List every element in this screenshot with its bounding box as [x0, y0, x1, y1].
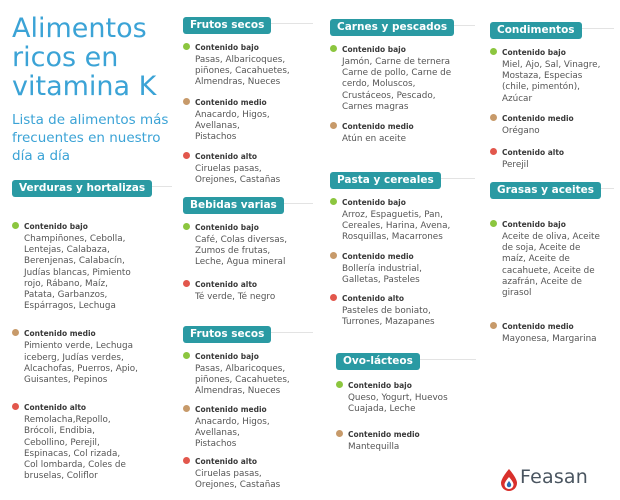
- foods-medio: Atún en aceite: [342, 134, 406, 145]
- level-medio: Contenido medio: [183, 404, 313, 415]
- level-bajo: Contenido bajo: [330, 44, 475, 55]
- brown-dot-icon: [490, 114, 497, 121]
- level-medio: Contenido medio: [336, 429, 476, 440]
- level-bajo: Contenido bajo: [183, 351, 313, 362]
- foods-medio: Anacardo, Higos, Avellanas, Pistachos: [195, 416, 270, 450]
- section-tag: Bebidas varias: [183, 197, 284, 214]
- level-alto: Contenido alto: [183, 151, 313, 162]
- level-bajo: Contenido bajo: [183, 42, 313, 53]
- drop-logo-icon: [500, 469, 518, 491]
- level-bajo: Contenido bajo: [490, 219, 614, 230]
- green-dot-icon: [183, 223, 190, 230]
- brown-dot-icon: [12, 329, 19, 336]
- logo-name: Feasan: [520, 466, 589, 488]
- level-medio: Contenido medio: [490, 321, 614, 332]
- level-bajo: Contenido bajo: [490, 47, 614, 58]
- foods-bajo: Pasas, Albaricoques, piñones, Cacahuetes, Almendras, Nueces: [195, 55, 290, 88]
- section-pasta: [330, 170, 475, 328]
- foods-bajo: Queso, Yogurt, Huevos Cuajada, Leche: [348, 393, 448, 415]
- level-medio: Contenido medio: [330, 251, 475, 262]
- section-tag: Pasta y cereales: [330, 172, 441, 189]
- foods-medio: Mayonesa, Margarina: [502, 334, 597, 345]
- level-bajo: Contenido bajo: [336, 380, 476, 391]
- section-verduras: [12, 178, 172, 482]
- foods-bajo: Pasas, Albaricoques, piñones, Cacahuetes, Almendras, Nueces: [195, 364, 290, 397]
- level-alto: Contenido alto: [183, 456, 313, 467]
- foods-medio: Mantequilla: [348, 442, 400, 453]
- foods-bajo: Miel, Ajo, Sal, Vinagre, Mostaza, Especias (chile, pimentón), Azúcar: [502, 60, 601, 104]
- foods-alto: Ciruelas pasas, Orejones, Castañas: [195, 469, 281, 491]
- green-dot-icon: [330, 198, 337, 205]
- level-alto: Contenido alto: [490, 147, 614, 158]
- page-subtitle: Lista de alimentos más frecuentes en nuestro día a día: [12, 112, 169, 164]
- section-tag: Frutos secos: [183, 326, 271, 343]
- foods-alto: Pasteles de boniato, Turrones, Mazapanes: [342, 306, 435, 328]
- green-dot-icon: [330, 45, 337, 52]
- section-frutos-secos-2: [183, 324, 313, 492]
- brown-dot-icon: [330, 122, 337, 129]
- brown-dot-icon: [490, 322, 497, 329]
- section-tag: Grasas y aceites: [490, 182, 601, 199]
- level-medio: Contenido medio: [183, 97, 313, 108]
- foods-bajo: Arroz, Espaguetis, Pan, Cereales, Harina, Avena, Rosquillas, Macarrones: [342, 210, 451, 243]
- red-dot-icon: [330, 294, 337, 301]
- foods-bajo: Jamón, Carne de ternera Carne de pollo, Carne de cerdo, Moluscos, Crustáceos, Pescado, Carnes magras: [342, 57, 452, 112]
- red-dot-icon: [12, 403, 19, 410]
- section-frutos-secos: [183, 15, 313, 187]
- red-dot-icon: [183, 152, 190, 159]
- foods-bajo: Café, Colas diversas, Zumos de frutas, Leche, Agua mineral: [195, 235, 287, 268]
- section-tag: Carnes y pescados: [330, 19, 454, 36]
- green-dot-icon: [183, 43, 190, 50]
- foods-bajo: Aceite de oliva, Aceite de soja, Aceite de maíz, Aceite de cacahuete, Aceite de azafrán, Aceite de girasol: [502, 232, 600, 299]
- level-bajo: Contenido bajo: [330, 197, 475, 208]
- foods-medio: Bollería industrial, Galletas, Pasteles: [342, 263, 422, 285]
- red-dot-icon: [183, 457, 190, 464]
- green-dot-icon: [490, 48, 497, 55]
- level-alto: Contenido alto: [183, 279, 313, 290]
- section-bebidas: [183, 195, 313, 303]
- section-tag: Ovo-lácteos: [336, 353, 420, 370]
- red-dot-icon: [490, 148, 497, 155]
- red-dot-icon: [183, 280, 190, 287]
- green-dot-icon: [490, 220, 497, 227]
- section-condimentos: [490, 20, 614, 171]
- page-title: Alimentos ricos en vitamina K: [12, 13, 157, 102]
- level-alto: Contenido alto: [330, 293, 475, 304]
- level-medio: Contenido medio: [330, 121, 475, 132]
- section-grasas: [490, 180, 614, 345]
- foods-alto: Ciruelas pasas, Orejones, Castañas: [195, 164, 281, 186]
- brown-dot-icon: [183, 98, 190, 105]
- section-tag: Condimentos: [490, 22, 582, 39]
- foods-alto: Perejil: [502, 160, 529, 171]
- brown-dot-icon: [336, 430, 343, 437]
- foods-medio: Anacardo, Higos, Avellanas, Pistachos: [195, 109, 270, 143]
- green-dot-icon: [336, 381, 343, 388]
- level-bajo: Contenido bajo: [183, 222, 313, 233]
- section-tag: Frutos secos: [183, 17, 271, 34]
- foods-alto: Té verde, Té negro: [195, 291, 276, 302]
- level-alto: Contenido alto: [12, 402, 172, 413]
- foods-medio: Orégano: [502, 125, 540, 136]
- section-tag: Verduras y hortalizas: [12, 180, 152, 197]
- level-bajo: Contenido bajo: [12, 221, 172, 232]
- level-medio: Contenido medio: [490, 113, 614, 124]
- section-ovo: [336, 351, 476, 454]
- brown-dot-icon: [183, 405, 190, 412]
- brown-dot-icon: [330, 252, 337, 259]
- section-carnes: [330, 17, 475, 145]
- green-dot-icon: [183, 352, 190, 359]
- green-dot-icon: [12, 222, 19, 229]
- level-medio: Contenido medio: [12, 328, 172, 339]
- foods-alto: Remolacha,Repollo, Brócoli, Endibia, Cebollino, Perejil, Espinacas, Col rizada, Col lombarda, Coles de bruselas, Coliflor: [24, 415, 126, 482]
- foods-bajo: Champiñones, Cebolla, Lentejas, Calabaza, Berenjenas, Calabacín, Judías blancas, Pimiento rojo, Rábano, Maíz, Patata, Garbanzos, Espárragos, Lechuga: [24, 234, 131, 312]
- foods-medio: Pimiento verde, Lechuga iceberg, Judías verdes, Alcachofas, Puerros, Apio, Guisantes, Pepinos: [24, 341, 138, 386]
